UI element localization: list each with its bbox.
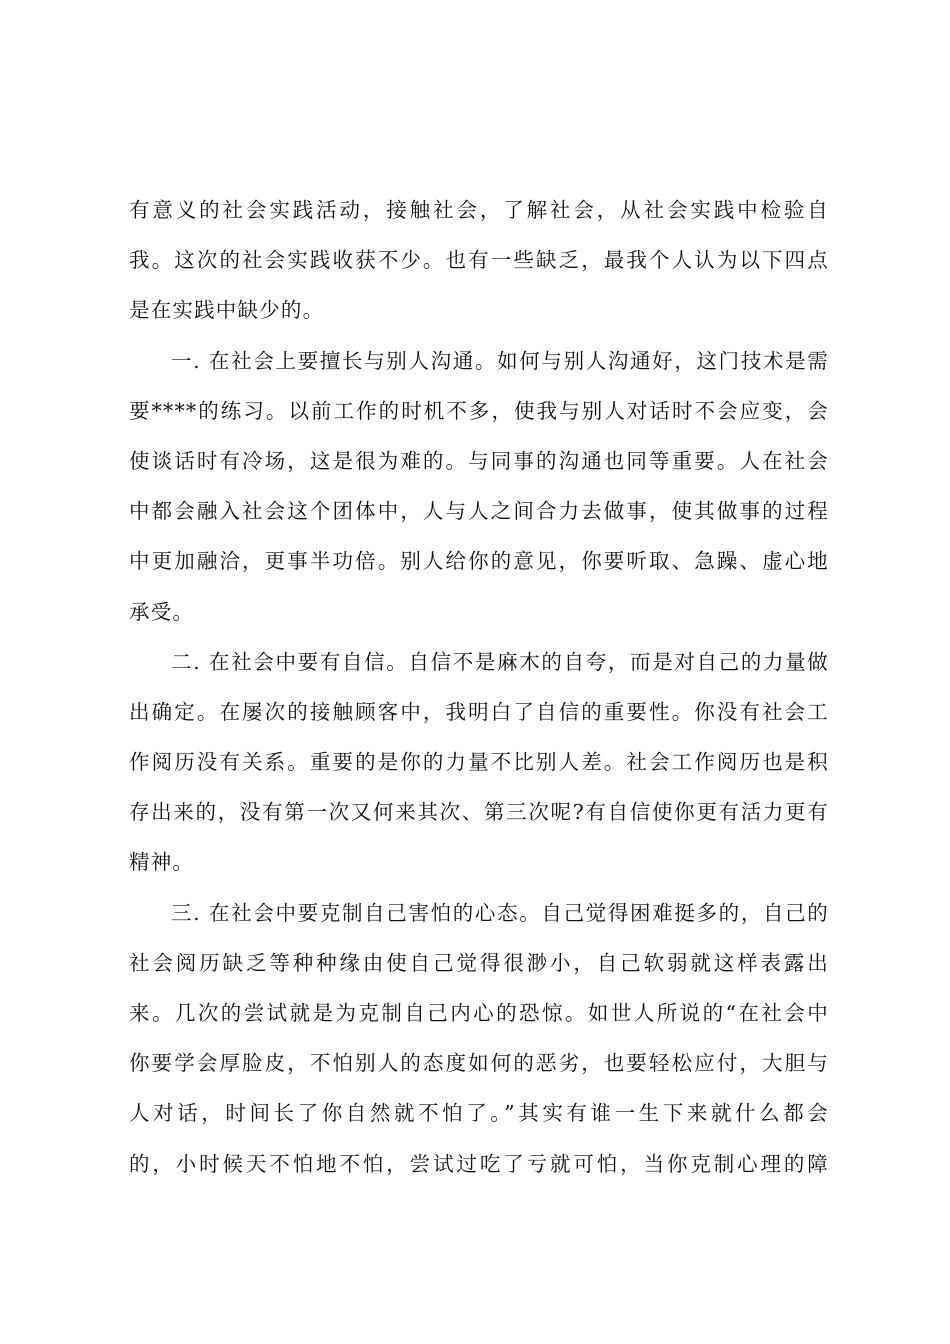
text-line: 作阅历没有关系。重要的是你的力量不比别人差。社会工作阅历也是积 <box>129 750 829 775</box>
text-line: 要****的练习。以前工作的时机不多，使我与别人对话时不会应变，会 <box>129 398 829 423</box>
text-line: 精神。 <box>129 850 195 875</box>
text-line: 来。几次的尝试就是为克制自己内心的恐惊。如世人所说的“在社会中 <box>129 1001 829 1025</box>
text-line: 有意义的社会实践活动，接触社会，了解社会，从社会实践中检验自 <box>129 198 829 222</box>
text-line: 社会阅历缺乏等种种缘由使自己觉得很渺小，自己软弱就这样表露出 <box>129 950 829 975</box>
text-line: 你要学会厚脸皮，不怕别人的态度如何的恶劣，也要轻松应付，大胆与 <box>129 1051 829 1076</box>
text-line: 存出来的，没有第一次又何来其次、第三次呢?有自信使你更有活力更有 <box>129 800 829 825</box>
text-line: 人对话，时间长了你自然就不怕了。”其实有谁一生下来就什么都会 <box>129 1101 829 1126</box>
text-line: 出确定。在屡次的接触顾客中，我明白了自信的重要性。你没有社会工 <box>129 699 829 724</box>
text-line: 是在实践中缺少的。 <box>129 298 325 323</box>
document-body <box>129 185 829 1189</box>
text-line: 中都会融入社会这个团体中，人与人之间合力去做事，使其做事的过程 <box>129 499 829 524</box>
text-line: 我。这次的社会实践收获不少。也有一些缺乏，最我个人认为以下四点 <box>129 248 829 273</box>
text-line: 承受。 <box>129 599 195 624</box>
text-line: 的，小时候天不怕地不怕，尝试过吃了亏就可怕，当你克制心理的障 <box>129 1151 829 1176</box>
paragraph-first-line: 三. 在社会中要克制自己害怕的心态。自己觉得困难挺多的，自己的 <box>171 900 829 925</box>
paragraph-first-line: 二. 在社会中要有自信。自信不是麻木的自夸，而是对自己的力量做 <box>171 649 829 674</box>
text-line: 中更加融洽，更事半功倍。别人给你的意见，你要听取、急躁、虚心地 <box>129 549 829 574</box>
paragraph-first-line: 一. 在社会上要擅长与别人沟通。如何与别人沟通好，这门技术是需 <box>171 348 829 373</box>
text-line: 使谈话时有冷场，这是很为难的。与同事的沟通也同等重要。人在社会 <box>129 448 829 473</box>
